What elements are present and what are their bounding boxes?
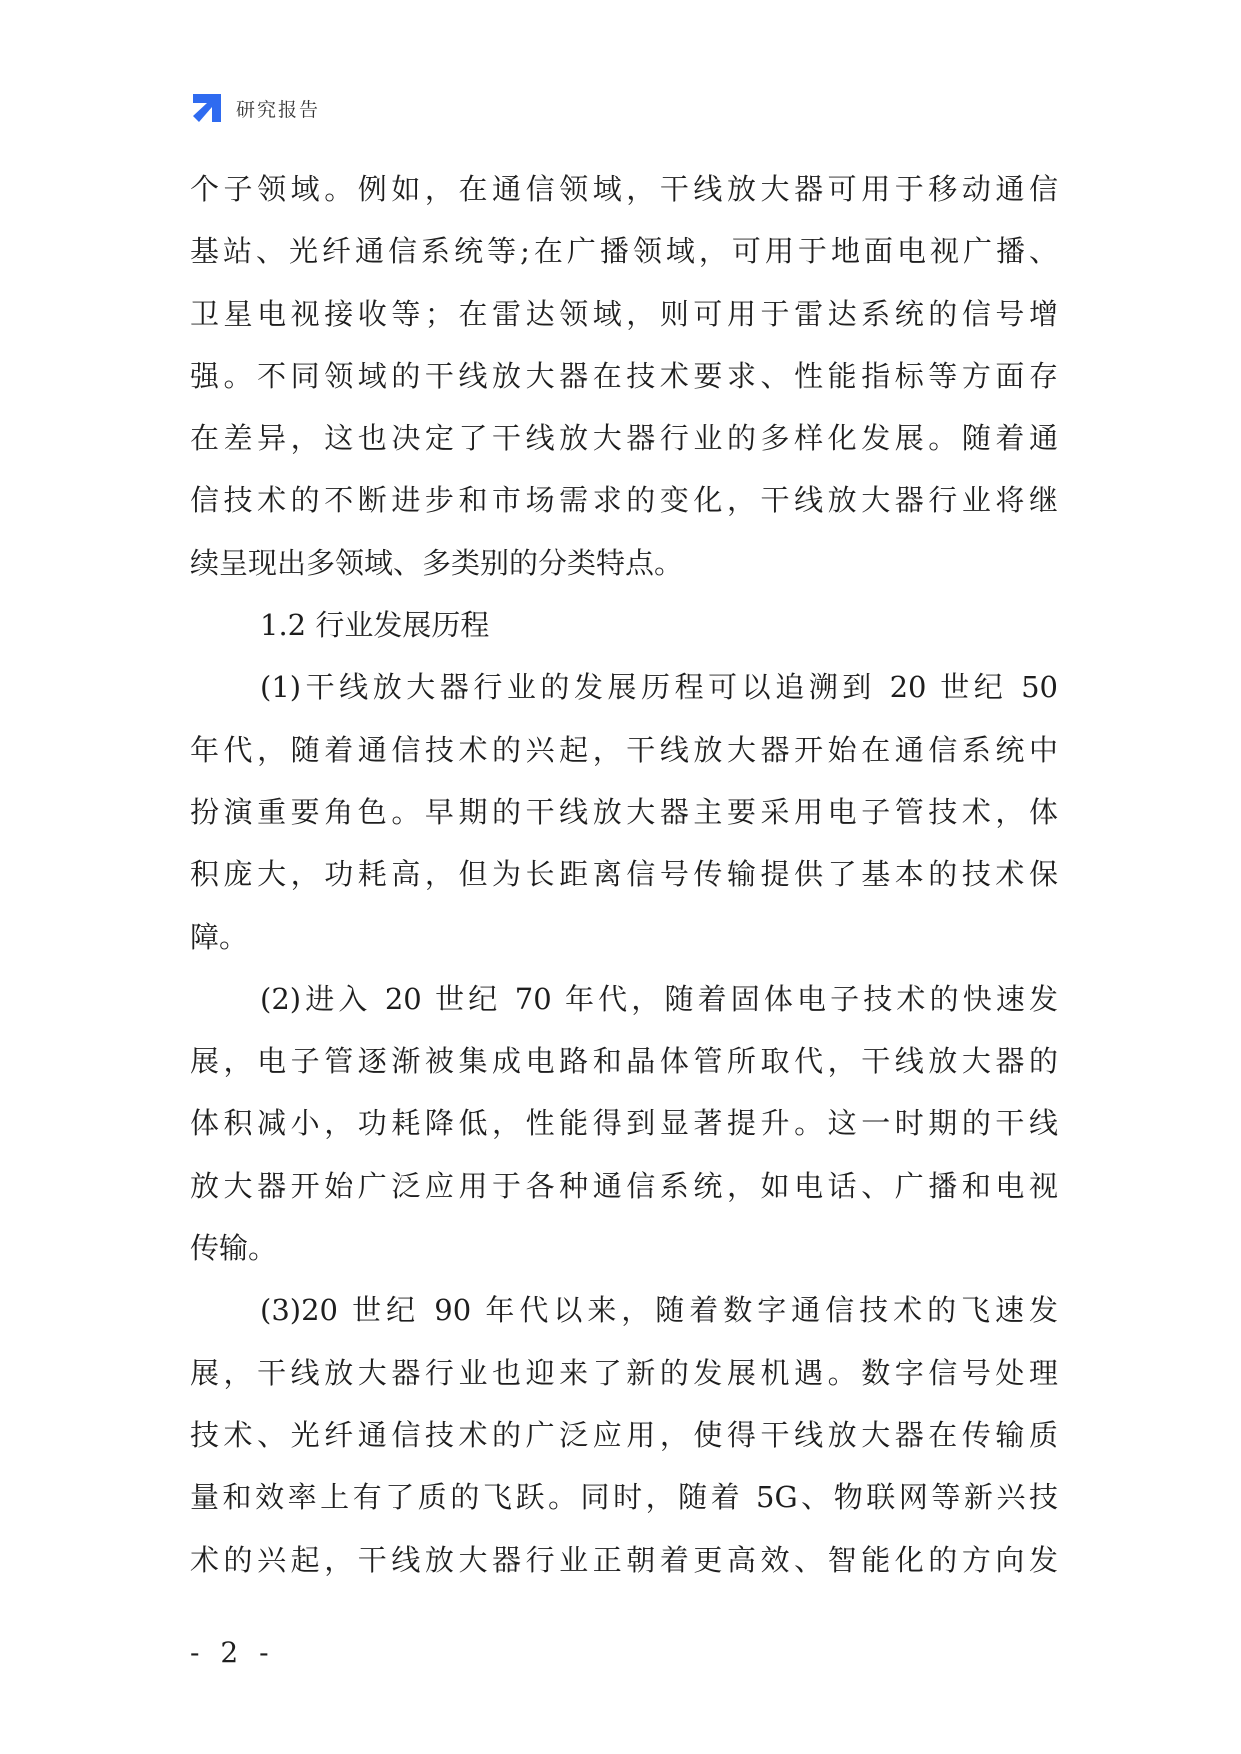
text-line: 量和效率上有了质的飞跃。同时，随着 5G、物联网等新兴技 [190, 1480, 1058, 1515]
text-line: 个子领域。例如，在通信领域，干线放大器可用于移动通信 [190, 172, 1058, 206]
text-line: 续呈现出多领域、多类别的分类特点。 [190, 545, 684, 580]
page-number: - 2 - [190, 1636, 275, 1669]
page-header [190, 88, 320, 128]
text-line: 在差异，这也决定了干线放大器行业的多样化发展。随着通 [190, 421, 1058, 456]
text-line: (3)20 世纪 90 年代以来，随着数字通信技术的飞速发 [260, 1293, 1058, 1328]
text-line: 障。 [190, 919, 249, 954]
text-line: 放大器开始广泛应用于各种通信系统，如电话、广播和电视 [190, 1168, 1058, 1203]
text-line: 扮演重要角色。早期的干线放大器主要采用电子管技术，体 [190, 794, 1058, 829]
text-line: 传输。 [190, 1231, 278, 1266]
text-line: 展，电子管逐渐被集成电路和晶体管所取代，干线放大器的 [190, 1044, 1058, 1079]
text-line: 卫星电视接收等；在雷达领域，则可用于雷达系统的信号增 [190, 296, 1058, 331]
text-line: 技术、光纤通信技术的广泛应用，使得干线放大器在传输质 [190, 1417, 1058, 1452]
text-line: 展，干线放大器行业也迎来了新的发展机遇。数字信号处理 [190, 1355, 1058, 1390]
text-line: 1.2 行业发展历程 [260, 608, 490, 643]
document-body [190, 158, 1058, 1591]
text-line: 术的兴起，干线放大器行业正朝着更高效、智能化的方向发 [190, 1542, 1058, 1577]
logo-arrow-icon [190, 91, 224, 125]
text-line: 基站、光纤通信系统等;在广播领域，可用于地面电视广播、 [190, 234, 1058, 269]
text-line: 年代，随着通信技术的兴起，干线放大器开始在通信系统中 [190, 732, 1058, 767]
text-line: 信技术的不断进步和市场需求的变化，干线放大器行业将继 [190, 483, 1058, 518]
text-line: (1)干线放大器行业的发展历程可以追溯到 20 世纪 50 [260, 670, 1058, 705]
header-title: 研究报告 [236, 98, 321, 121]
text-line: 积庞大，功耗高，但为长距离信号传输提供了基本的技术保 [190, 857, 1058, 892]
text-line: 强。不同领域的干线放大器在技术要求、性能指标等方面存 [190, 358, 1058, 393]
text-line: (2)进入 20 世纪 70 年代，随着固体电子技术的快速发 [260, 981, 1058, 1016]
text-line: 体积减小，功耗降低，性能得到显著提升。这一时期的干线 [190, 1106, 1058, 1141]
